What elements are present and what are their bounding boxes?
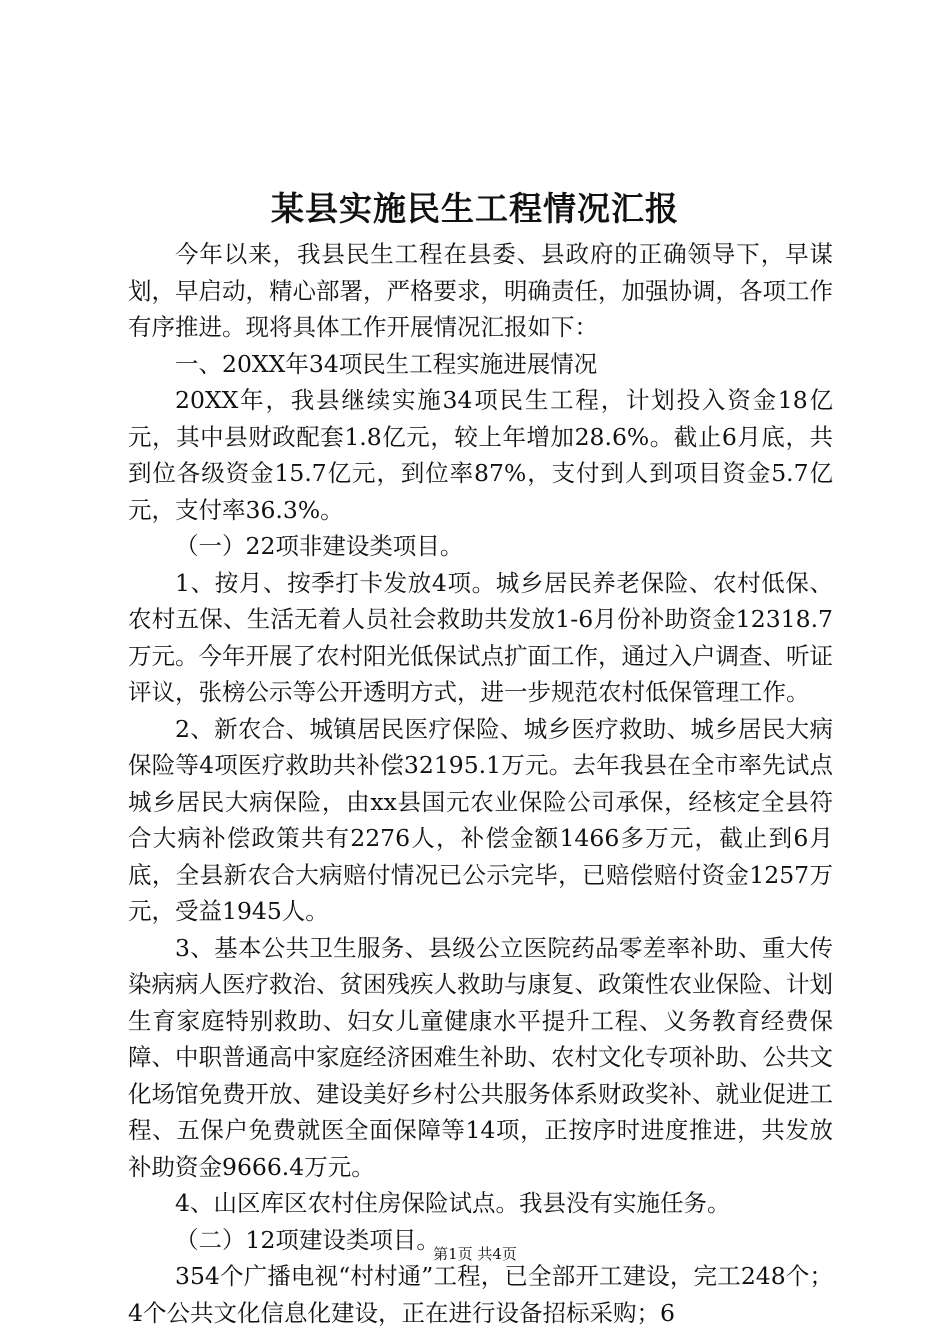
document-body [128, 236, 833, 1331]
paragraph-item-1: 1、按月、按季打卡发放4项。城乡居民养老保险、农村低保、农村五保、生活无着人员社会救助共发放1-6月份补助资金12318.7万元。今年开展了农村阳光低保试点扩面工作，通过入户调查、听证评议，张榜公示等公开透明方式，进一步规范农村低保管理工作。 [128, 568, 833, 706]
paragraph-overview: 20XX年，我县继续实施34项民生工程，计划投入资金18亿元，其中县财政配套1.8亿元，较上年增加28.6%。截止6月底，共到位各级资金15.7亿元，到位率87%，支付到人到项目资金5.7亿元，支付率36.3%。 [128, 386, 833, 524]
paragraph-item-3: 3、基本公共卫生服务、县级公立医院药品零差率补助、重大传染病病人医疗救治、贫困残疾人救助与康复、政策性农业保险、计划生育家庭特别救助、妇女儿童健康水平提升工程、义务教育经费保障、中职普通高中家庭经济困难生补助、农村文化专项补助、公共文化场馆免费开放、建设美好乡村公共服务体系财政奖补、就业促进工程、五保户免费就医全面保障等14项，正按序时进度推进，共发放补助资金9666.4万元。 [128, 933, 833, 1181]
subsection-heading-1: （一）22项非建设类项目。 [175, 532, 464, 560]
paragraph-construction: 354个广播电视“村村通”工程，已全部开工建设，完工248个；4个公共文化信息化建设，正在进行设备招标采购；6 [128, 1262, 833, 1327]
document-title: 某县实施民生工程情况汇报 [271, 189, 679, 228]
paragraph-item-4: 4、山区库区农村住房保险试点。我县没有实施任务。 [175, 1189, 731, 1217]
paragraph-intro: 今年以来，我县民生工程在县委、县政府的正确领导下，早谋划，早启动，精心部署，严格要求，明确责任，加强协调，各项工作有序推进。现将具体工作开展情况汇报如下： [128, 240, 833, 341]
paragraph-item-2: 2、新农合、城镇居民医疗保险、城乡医疗救助、城乡居民大病保险等4项医疗救助共补偿32195.1万元。去年我县在全市率先试点城乡居民大病保险，由xx县国元农业保险公司承保，经核定全县符合大病补偿政策共有2276人，补偿金额1466多万元，截止到6月底，全县新农合大病赔付情况已公示完毕，已赔偿赔付资金1257万元，受益1945人。 [128, 714, 833, 925]
section-heading-1: 一、20XX年34项民生工程实施进展情况 [175, 349, 598, 378]
page-footer: 第1页 共4页 [433, 1245, 517, 1263]
subsection-heading-2: （二）12项建设类项目。 [175, 1225, 440, 1254]
